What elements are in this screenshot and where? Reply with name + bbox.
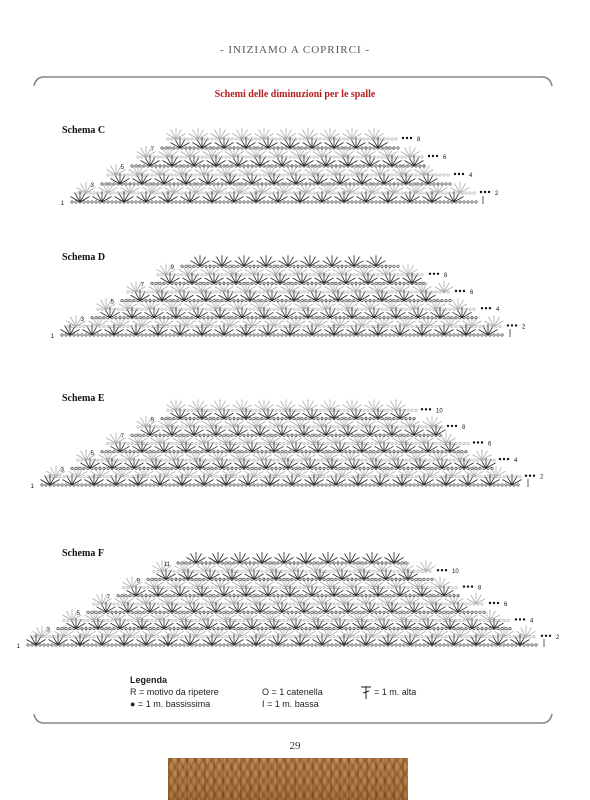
schema-e-label: Schema E bbox=[62, 393, 105, 404]
row-number: 6 bbox=[504, 602, 508, 608]
legend-title: Legenda bbox=[130, 675, 168, 685]
running-header: - INIZIAMO A COPRIRCI - bbox=[219, 44, 371, 56]
row-number: 5 bbox=[90, 450, 94, 457]
legend-slip-stitch: ● = 1 m. bassissima bbox=[130, 699, 211, 709]
row-number: 1 bbox=[50, 334, 54, 340]
legend-single-crochet: I = 1 m. bassa bbox=[262, 699, 319, 709]
row-number: 4 bbox=[496, 307, 500, 314]
row-number: 7 bbox=[120, 434, 124, 441]
knit-fabric-photo bbox=[168, 758, 408, 800]
section-title: Schemi delle diminuzioni per le spalle bbox=[214, 89, 376, 100]
double-crochet-icon bbox=[360, 685, 372, 699]
row-number: 3 bbox=[80, 316, 84, 323]
row-number: 4 bbox=[514, 458, 518, 465]
row-number: 2 bbox=[556, 634, 560, 641]
schema-c-label: Schema C bbox=[62, 125, 106, 136]
row-number: 4 bbox=[530, 618, 534, 625]
page-number: 29 bbox=[289, 740, 301, 752]
watermark: PassionForum.ru bbox=[476, 785, 537, 794]
row-number: 5 bbox=[120, 165, 124, 171]
row-number: 5 bbox=[76, 611, 80, 618]
row-number: 1 bbox=[16, 644, 20, 650]
row-number: 3 bbox=[46, 627, 50, 634]
row-number: 2 bbox=[495, 191, 499, 197]
bottom-decorative-rule bbox=[32, 710, 554, 726]
row-number: 9 bbox=[136, 578, 140, 585]
row-number: 6 bbox=[470, 290, 474, 296]
row-number: 11 bbox=[163, 562, 170, 568]
row-number: 5 bbox=[110, 299, 114, 306]
row-number: 7 bbox=[150, 147, 154, 153]
row-number: 7 bbox=[106, 594, 110, 601]
schema-f-label: Schema F bbox=[62, 548, 104, 559]
legend-double-crochet: = 1 m. alta bbox=[374, 687, 417, 697]
row-number: 8 bbox=[444, 272, 448, 279]
row-number: 1 bbox=[30, 484, 34, 490]
row-number: 2 bbox=[522, 324, 526, 331]
row-number: 9 bbox=[170, 265, 174, 272]
row-number: 6 bbox=[488, 441, 492, 448]
row-number: 4 bbox=[469, 173, 473, 179]
row-number: 10 bbox=[436, 408, 443, 415]
row-number: 10 bbox=[452, 569, 459, 576]
row-number: 9 bbox=[150, 417, 154, 424]
row-number: 8 bbox=[478, 585, 482, 592]
row-number: 2 bbox=[540, 474, 544, 481]
row-number: 8 bbox=[417, 137, 421, 143]
legend-repeat: R = motivo da ripetere bbox=[130, 687, 219, 697]
row-number: 7 bbox=[140, 282, 144, 289]
row-number: 1 bbox=[60, 201, 64, 207]
legend-chain: O = 1 catenella bbox=[262, 687, 323, 697]
row-number: 3 bbox=[60, 467, 64, 474]
row-number: 3 bbox=[90, 183, 94, 189]
row-number: 6 bbox=[443, 155, 447, 161]
row-number: 8 bbox=[462, 424, 466, 431]
schema-d-label: Schema D bbox=[62, 252, 106, 263]
